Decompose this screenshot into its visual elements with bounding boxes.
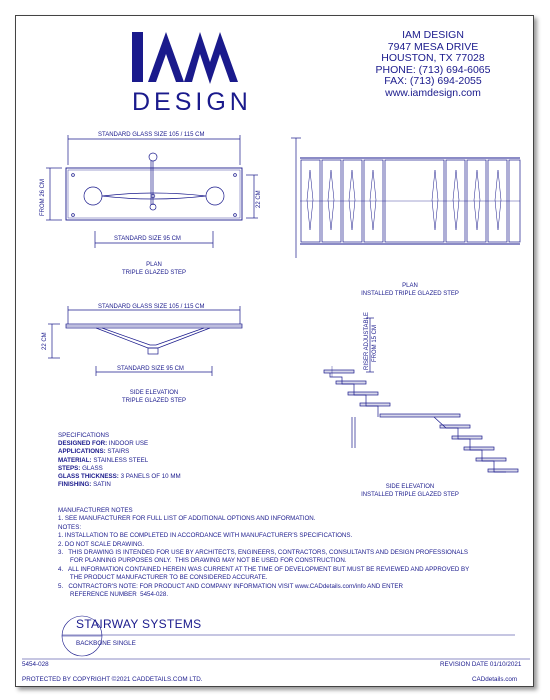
plan-caption: PLAN bbox=[146, 262, 162, 268]
plan-dim-bottom: STANDARD SIZE 95 CM bbox=[114, 236, 181, 242]
note: 4. ALL INFORMATION CONTAINED HEREIN WAS CURRENT AT THE TIME OF DEVELOPMENT BUT MUST BE REVIEWED AND APPROVED BY bbox=[58, 565, 470, 573]
note: FOR PLANNING PURPOSES ONLY. THIS DRAWING MAY NOT BE USED FOR CONSTRUCTION. bbox=[58, 557, 347, 565]
plan-dim-top: STANDARD GLASS SIZE 105 / 115 CM bbox=[98, 132, 205, 138]
spec-row: GLASS THICKNESS: 3 PANELS OF 10 MM bbox=[58, 473, 181, 481]
company-phone: PHONE: (713) 694-6065 bbox=[375, 63, 491, 76]
reference-number: 5454-028 bbox=[22, 661, 49, 668]
logo-wordmark: DESIGN bbox=[132, 88, 252, 116]
elev-caption-sub: TRIPLE GLAZED STEP bbox=[121, 398, 187, 404]
notes-heading: NOTES: bbox=[58, 523, 82, 531]
drawing-subtitle: BACKBONE SINGLE bbox=[76, 640, 136, 647]
riser-note-1: RISER ADJUSTABLE bbox=[364, 312, 370, 370]
spec-row: MATERIAL: STAINLESS STEEL bbox=[58, 456, 149, 464]
specifications bbox=[58, 432, 181, 489]
revision-date: REVISION DATE 01/10/2021 bbox=[440, 661, 522, 668]
spec-row: STEPS: GLASS bbox=[58, 464, 103, 472]
specs-heading: SPECIFICATIONS bbox=[58, 432, 110, 439]
installed-plan-caption: PLAN bbox=[402, 283, 418, 289]
plan-dim-left: FROM 26 CM bbox=[40, 178, 46, 216]
copyright: PROTECTED BY COPYRIGHT ©2021 CADDETAILS.COM LTD. bbox=[22, 676, 203, 683]
spec-row: FINISHING: SATIN bbox=[58, 481, 111, 489]
note: 2. DO NOT SCALE DRAWING. bbox=[58, 540, 144, 548]
company-fax: FAX: (713) 694-2055 bbox=[384, 75, 482, 87]
notes bbox=[58, 507, 518, 599]
caddetails-link[interactable]: CADdetails.com bbox=[472, 676, 518, 683]
mfr-note: 1. SEE MANUFACTURER FOR FULL LIST OF ADDITIONAL OPTIONS AND INFORMATION. bbox=[58, 515, 316, 523]
installed-elev-caption: SIDE ELEVATION bbox=[385, 484, 435, 490]
elev-caption: SIDE ELEVATION bbox=[129, 390, 179, 396]
riser-note-2: FROM 15 CM bbox=[372, 324, 378, 362]
elev-dim-bottom: STANDARD SIZE 95 CM bbox=[117, 366, 184, 372]
plan-dim-right: 22 CM bbox=[256, 190, 262, 208]
note: THE PRODUCT MANUFACTURER TO BE CONSIDERED ACCURATE. bbox=[58, 574, 268, 582]
elev-dim-left: 22 CM bbox=[42, 332, 48, 350]
installed-plan-caption-sub: INSTALLED TRIPLE GLAZED STEP bbox=[361, 291, 459, 297]
company-website[interactable]: www.iamdesign.com bbox=[385, 86, 481, 99]
plan-caption-sub: TRIPLE GLAZED STEP bbox=[121, 270, 187, 276]
note: 3. THIS DRAWING IS INTENDED FOR USE BY ARCHITECTS, ENGINEERS, CONTRACTORS, CONSULTANTS AND DESIGN PROFESSIONALS bbox=[58, 549, 469, 557]
company-address: 7947 MESA DRIVE bbox=[387, 40, 479, 53]
installed-elev-caption-sub: INSTALLED TRIPLE GLAZED STEP bbox=[361, 492, 459, 498]
spec-row: DESIGNED FOR: INDOOR USE bbox=[58, 440, 149, 448]
note: 5. CONTRACTOR'S NOTE: FOR PRODUCT AND COMPANY INFORMATION VISIT www.CADdetails.com/info AND ENTER bbox=[58, 582, 403, 590]
drawing-title: STAIRWAY SYSTEMS bbox=[76, 617, 202, 631]
note: 1. INSTALLATION TO BE COMPLETED IN ACCORDANCE WITH MANUFACTURER'S SPECIFICATIONS. bbox=[58, 532, 353, 540]
company-city: HOUSTON, TX 77028 bbox=[381, 52, 485, 64]
elev-dim-top: STANDARD GLASS SIZE 105 / 115 CM bbox=[98, 304, 205, 310]
company-name: IAM DESIGN bbox=[402, 29, 464, 41]
note: REFERENCE NUMBER 5454-028. bbox=[58, 591, 169, 599]
mfr-notes-heading: MANUFACTURER NOTES bbox=[58, 507, 133, 514]
spec-row: APPLICATIONS: STAIRS bbox=[58, 448, 130, 456]
